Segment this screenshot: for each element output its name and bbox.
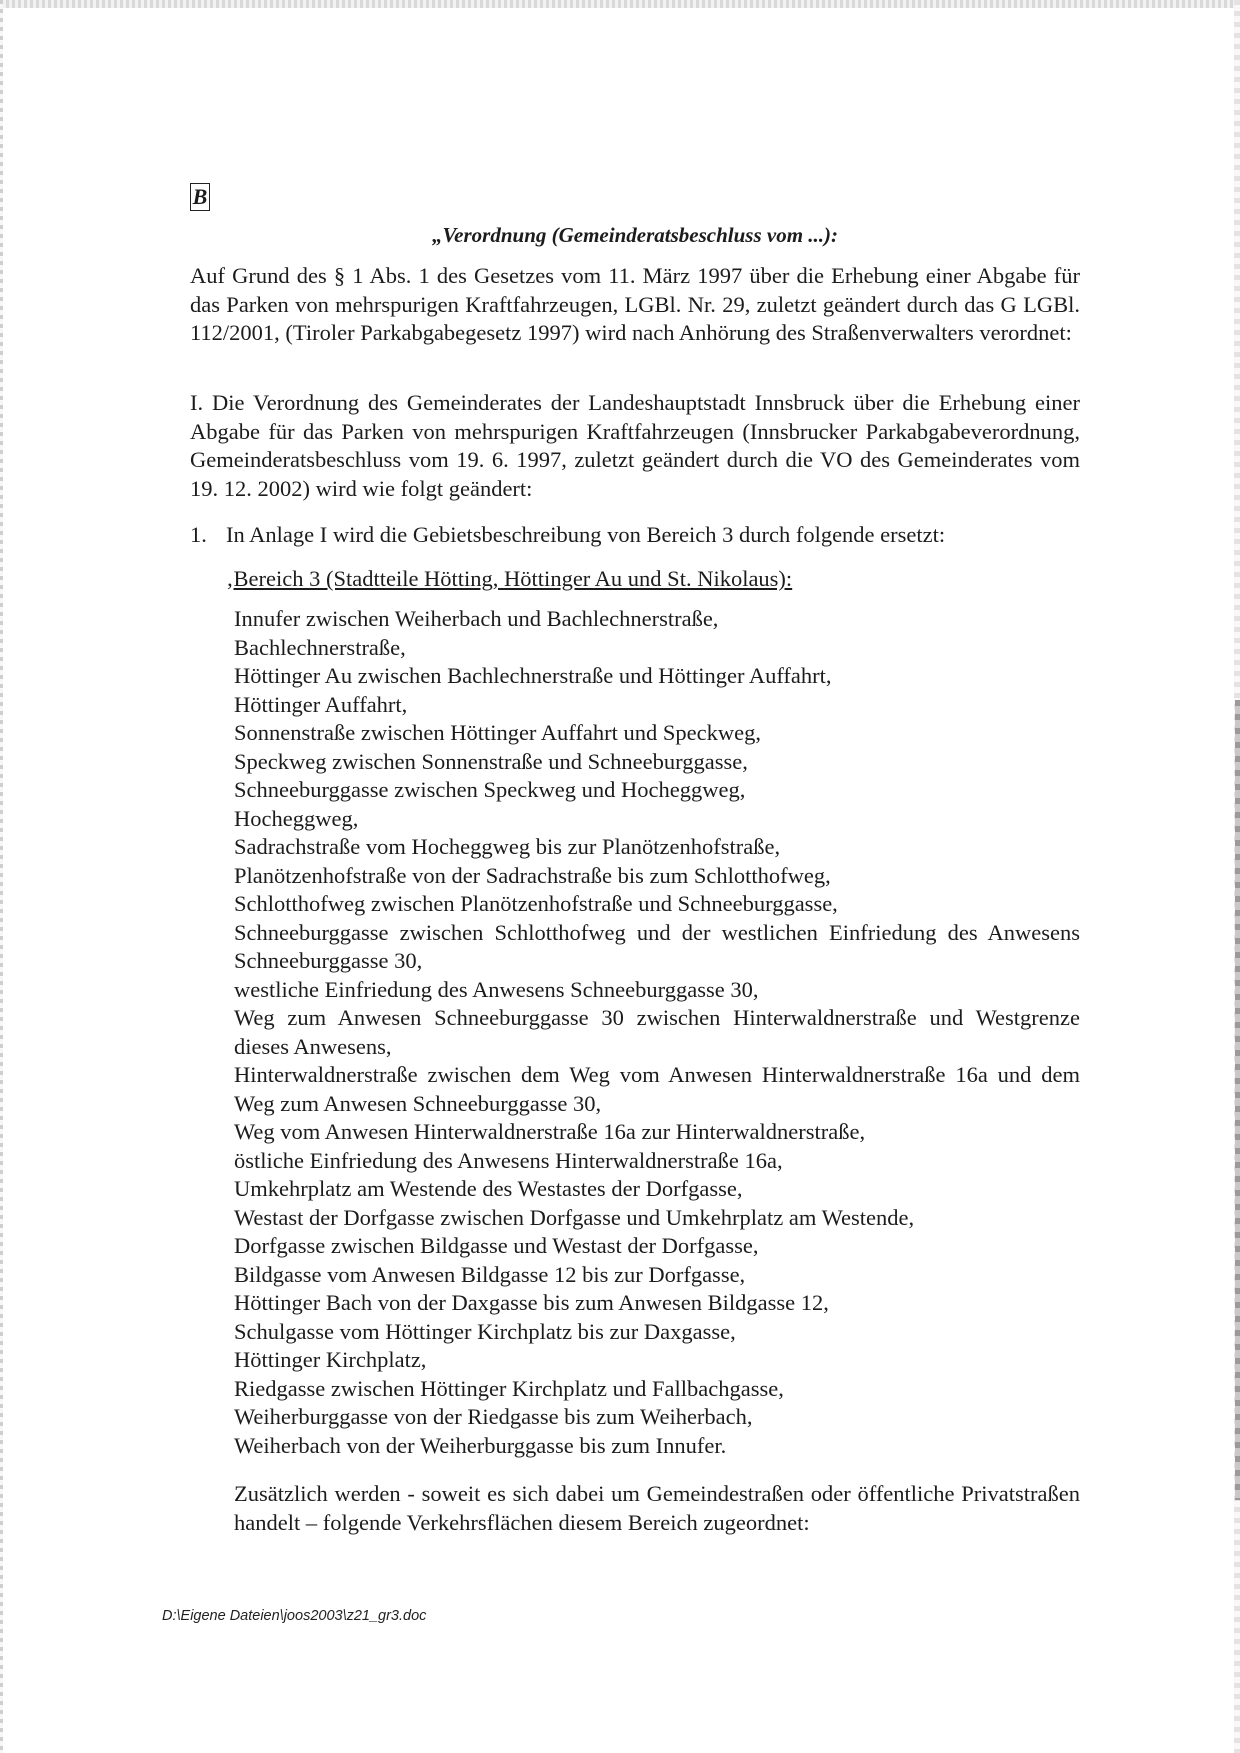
boundary-line: Riedgasse zwischen Höttinger Kirchplatz und Fallbachgasse, (234, 1375, 784, 1401)
boundary-line: Weiherbach von der Weiherburggasse bis zum Innufer. (234, 1432, 727, 1458)
item-number: 1. (190, 522, 207, 547)
boundary-line: Bachlechnerstraße, (234, 634, 406, 660)
boundary-line: Sadrachstraße vom Hocheggweg bis zur Planötzenhofstraße, (234, 834, 781, 859)
document-heading: „Verordnung (Gemeinderatsbeschluss vom ...): (431, 223, 839, 247)
boundary-line: Hinterwaldnerstraße zwischen dem Weg vom Anwesen Hinterwaldnerstraße 16a und dem Weg zum Anwesen Schneeburggasse 30, (234, 1062, 1080, 1116)
boundary-line: Höttinger Auffahrt, (234, 691, 408, 717)
item-text: In Anlage I wird die Gebietsbeschreibung von Bereich 3 durch folgende ersetzt: (226, 522, 946, 547)
boundary-line: Höttinger Kirchplatz, (234, 1347, 427, 1372)
section-mark-box: B (190, 183, 210, 211)
intro-paragraph: Auf Grund des § 1 Abs. 1 des Gesetzes vom 11. März 1997 über die Erhebung einer Abgabe für das Parken von mehrspurigen Kraftfahrzeugen, LGBl. Nr. 29, zuletzt geändert durch das G LGBl. 112/2001, (Tiroler Parkabgabegesetz 1997) wird nach Anhörung des Straßenverwalters verordnet: (190, 263, 1080, 345)
boundary-line: Schneeburggasse zwischen Speckweg und Hocheggweg, (234, 777, 746, 802)
boundary-line: Speckweg zwischen Sonnenstraße und Schneeburggasse, (234, 748, 748, 774)
section-one-paragraph: I. Die Verordnung des Gemeinderates der Landeshauptstadt Innsbruck über die Erhebung einer Abgabe für das Parken von mehrspurigen Kraftfahrzeugen (Innsbrucker Parkabgabeverordnung, Gemeinderatsbeschluss vom 19. 6. 1997, zuletzt geändert durch die VO des Gemeinderates vom 19. 12. 2002) wird wie folgt geändert: (190, 390, 1080, 501)
boundary-line: Hocheggweg, (234, 805, 359, 831)
additional-areas-paragraph: Zusätzlich werden - soweit es sich dabei um Gemeindestraßen oder öffentliche Privatstraßen handelt – folgende Verkehrsflächen diesem Bereich zugeordnet: (234, 1481, 1080, 1535)
boundary-line: Innufer zwischen Weiherbach und Bachlechnerstraße, (234, 606, 719, 631)
scan-edge-left (0, 0, 3, 1753)
boundary-line: Weg vom Anwesen Hinterwaldnerstraße 16a zur Hinterwaldnerstraße, (234, 1119, 866, 1144)
boundary-line: Höttinger Au zwischen Bachlechnerstraße und Höttinger Auffahrt, (234, 663, 832, 688)
boundary-line: Sonnenstraße zwischen Höttinger Auffahrt und Speckweg, (234, 720, 761, 745)
boundary-line: Schulgasse vom Höttinger Kirchplatz bis zur Daxgasse, (234, 1318, 736, 1344)
boundary-line: Höttinger Bach von der Daxgasse bis zum Anwesen Bildgasse 12, (234, 1290, 829, 1315)
boundary-line: Planötzenhofstraße von der Sadrachstraße bis zum Schlotthofweg, (234, 862, 831, 888)
boundary-line: Dorfgasse zwischen Bildgasse und Westast der Dorfgasse, (234, 1233, 759, 1258)
area-subheading (226, 565, 792, 594)
footer-file-path: D:\Eigene Dateien\joos2003\z21_gr3.doc (162, 1608, 427, 1624)
scan-edge-right-shadow (1235, 700, 1240, 1500)
scan-edge-top (0, 0, 1240, 8)
boundary-line: Schlotthofweg zwischen Planötzenhofstraße und Schneeburggasse, (234, 891, 838, 916)
boundary-line: Weg zum Anwesen Schneeburggasse 30 zwischen Hinterwaldnerstraße und Westgrenze dieses Anwesens, (234, 1005, 1080, 1059)
boundary-line: Westast der Dorfgasse zwischen Dorfgasse und Umkehrplatz am Westende, (234, 1204, 915, 1230)
boundary-line: Umkehrplatz am Westende des Westastes der Dorfgasse, (234, 1176, 743, 1201)
boundary-line: Bildgasse vom Anwesen Bildgasse 12 bis zur Dorfgasse, (234, 1261, 746, 1287)
boundary-list (234, 605, 1080, 1460)
boundary-line: westliche Einfriedung des Anwesens Schneeburggasse 30, (234, 976, 759, 1002)
area-title: Bereich 3 (Stadtteile Hötting, Höttinger Au und St. Nikolaus): (233, 566, 793, 591)
boundary-line: Weiherburggasse von der Riedgasse bis zum Weiherbach, (234, 1404, 753, 1429)
boundary-line: Schneeburggasse zwischen Schlotthofweg und der westlichen Einfriedung des Anwesens Schneeburggasse 30, (234, 919, 1080, 973)
boundary-line: östliche Einfriedung des Anwesens Hinterwaldnerstraße 16a, (234, 1147, 783, 1173)
area-quote-mark: ‚ (226, 566, 234, 591)
